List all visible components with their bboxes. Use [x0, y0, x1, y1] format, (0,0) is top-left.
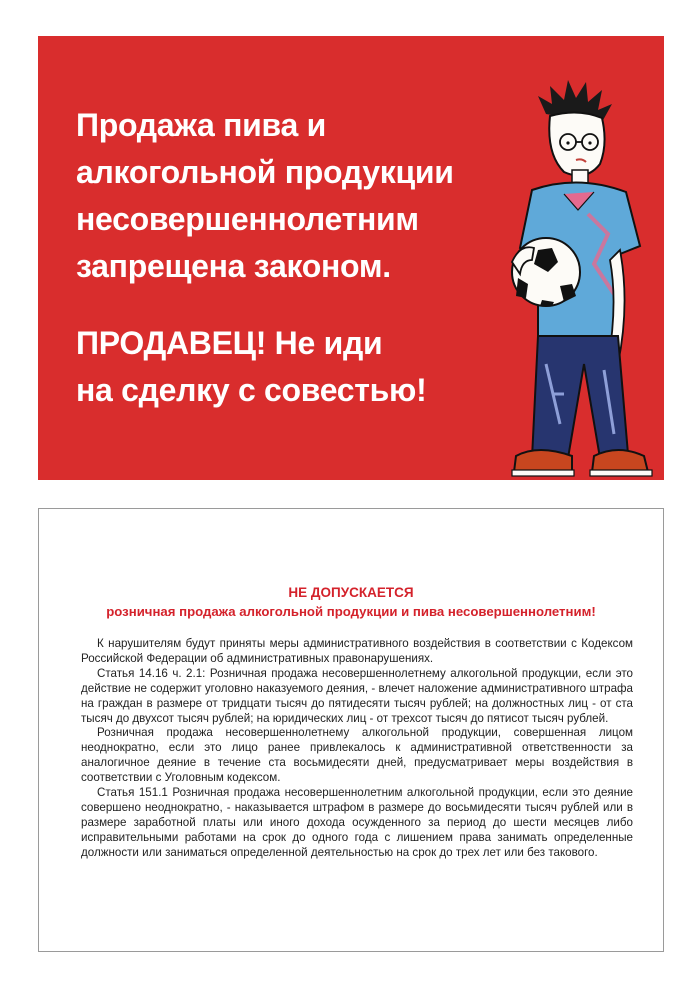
left-shoe [514, 450, 572, 472]
spacer [76, 290, 496, 320]
head [549, 112, 604, 175]
banner-headline [76, 102, 496, 414]
right-shoe [592, 450, 648, 472]
notice-paragraph: К нарушителям будут приняты меры административного воздействия в соответствии с Кодексом Российской Федерации об административных правонарушениях. [81, 637, 633, 665]
legal-notice-box [38, 508, 664, 952]
jeans [532, 336, 628, 458]
notice-paragraph: Розничная продажа несовершеннолетнему алкогольной продукции, совершенная лицом неоднократно, если это лицо ранее привлекалось к административной ответственности за аналогичное деяние в течение ста восьмидесяти дней, предусматривает меры воздействия в соответствии с Уголовным кодексом. [81, 726, 633, 785]
notice-title: НЕ ДОПУСКАЕТСЯ [288, 585, 414, 600]
boy-with-soccer-ball-icon [468, 64, 668, 484]
warning-banner [38, 36, 664, 480]
headline-line: запрещена законом. [76, 248, 391, 284]
headline-line: алкогольной продукции [76, 154, 454, 190]
notice-body [81, 637, 633, 861]
notice-paragraph: Статья 14.16 ч. 2.1: Розничная продажа несовершеннолетнему алкогольной продукции, если это действие не содержит уголовно наказуемого деяния, - влечет наложение административного штрафа на граждан в размере от тридцати тысяч до пятидесяти тысяч рублей; на должностных лиц - от ста тысяч до двухсот тысяч рублей; на юридических лиц - от трехсот тысяч до пятисот тысяч рублей. [81, 666, 633, 725]
notice-subtitle: розничная продажа алкогольной продукции и пива несовершеннолетним! [106, 604, 596, 619]
headline-line: несовершеннолетним [76, 201, 419, 237]
appeal-line: ПРОДАВЕЦ! Не иди [76, 325, 383, 361]
appeal-line: на сделку с совестью! [76, 372, 427, 408]
headline-line: Продажа пива и [76, 107, 326, 143]
notice-paragraph: Статья 151.1 Розничная продажа несовершеннолетним алкогольной продукции, если это деяние совершено неоднократно, - наказывается штрафом в размере до восьмидесяти тысяч рублей или в размере заработной платы или иного дохода осужденного за период до шести месяцев либо исправительными работами на срок до одного года с лишением права занимать определенные должности или заниматься определенной деятельностью на срок до трех лет или без такового. [81, 786, 633, 859]
